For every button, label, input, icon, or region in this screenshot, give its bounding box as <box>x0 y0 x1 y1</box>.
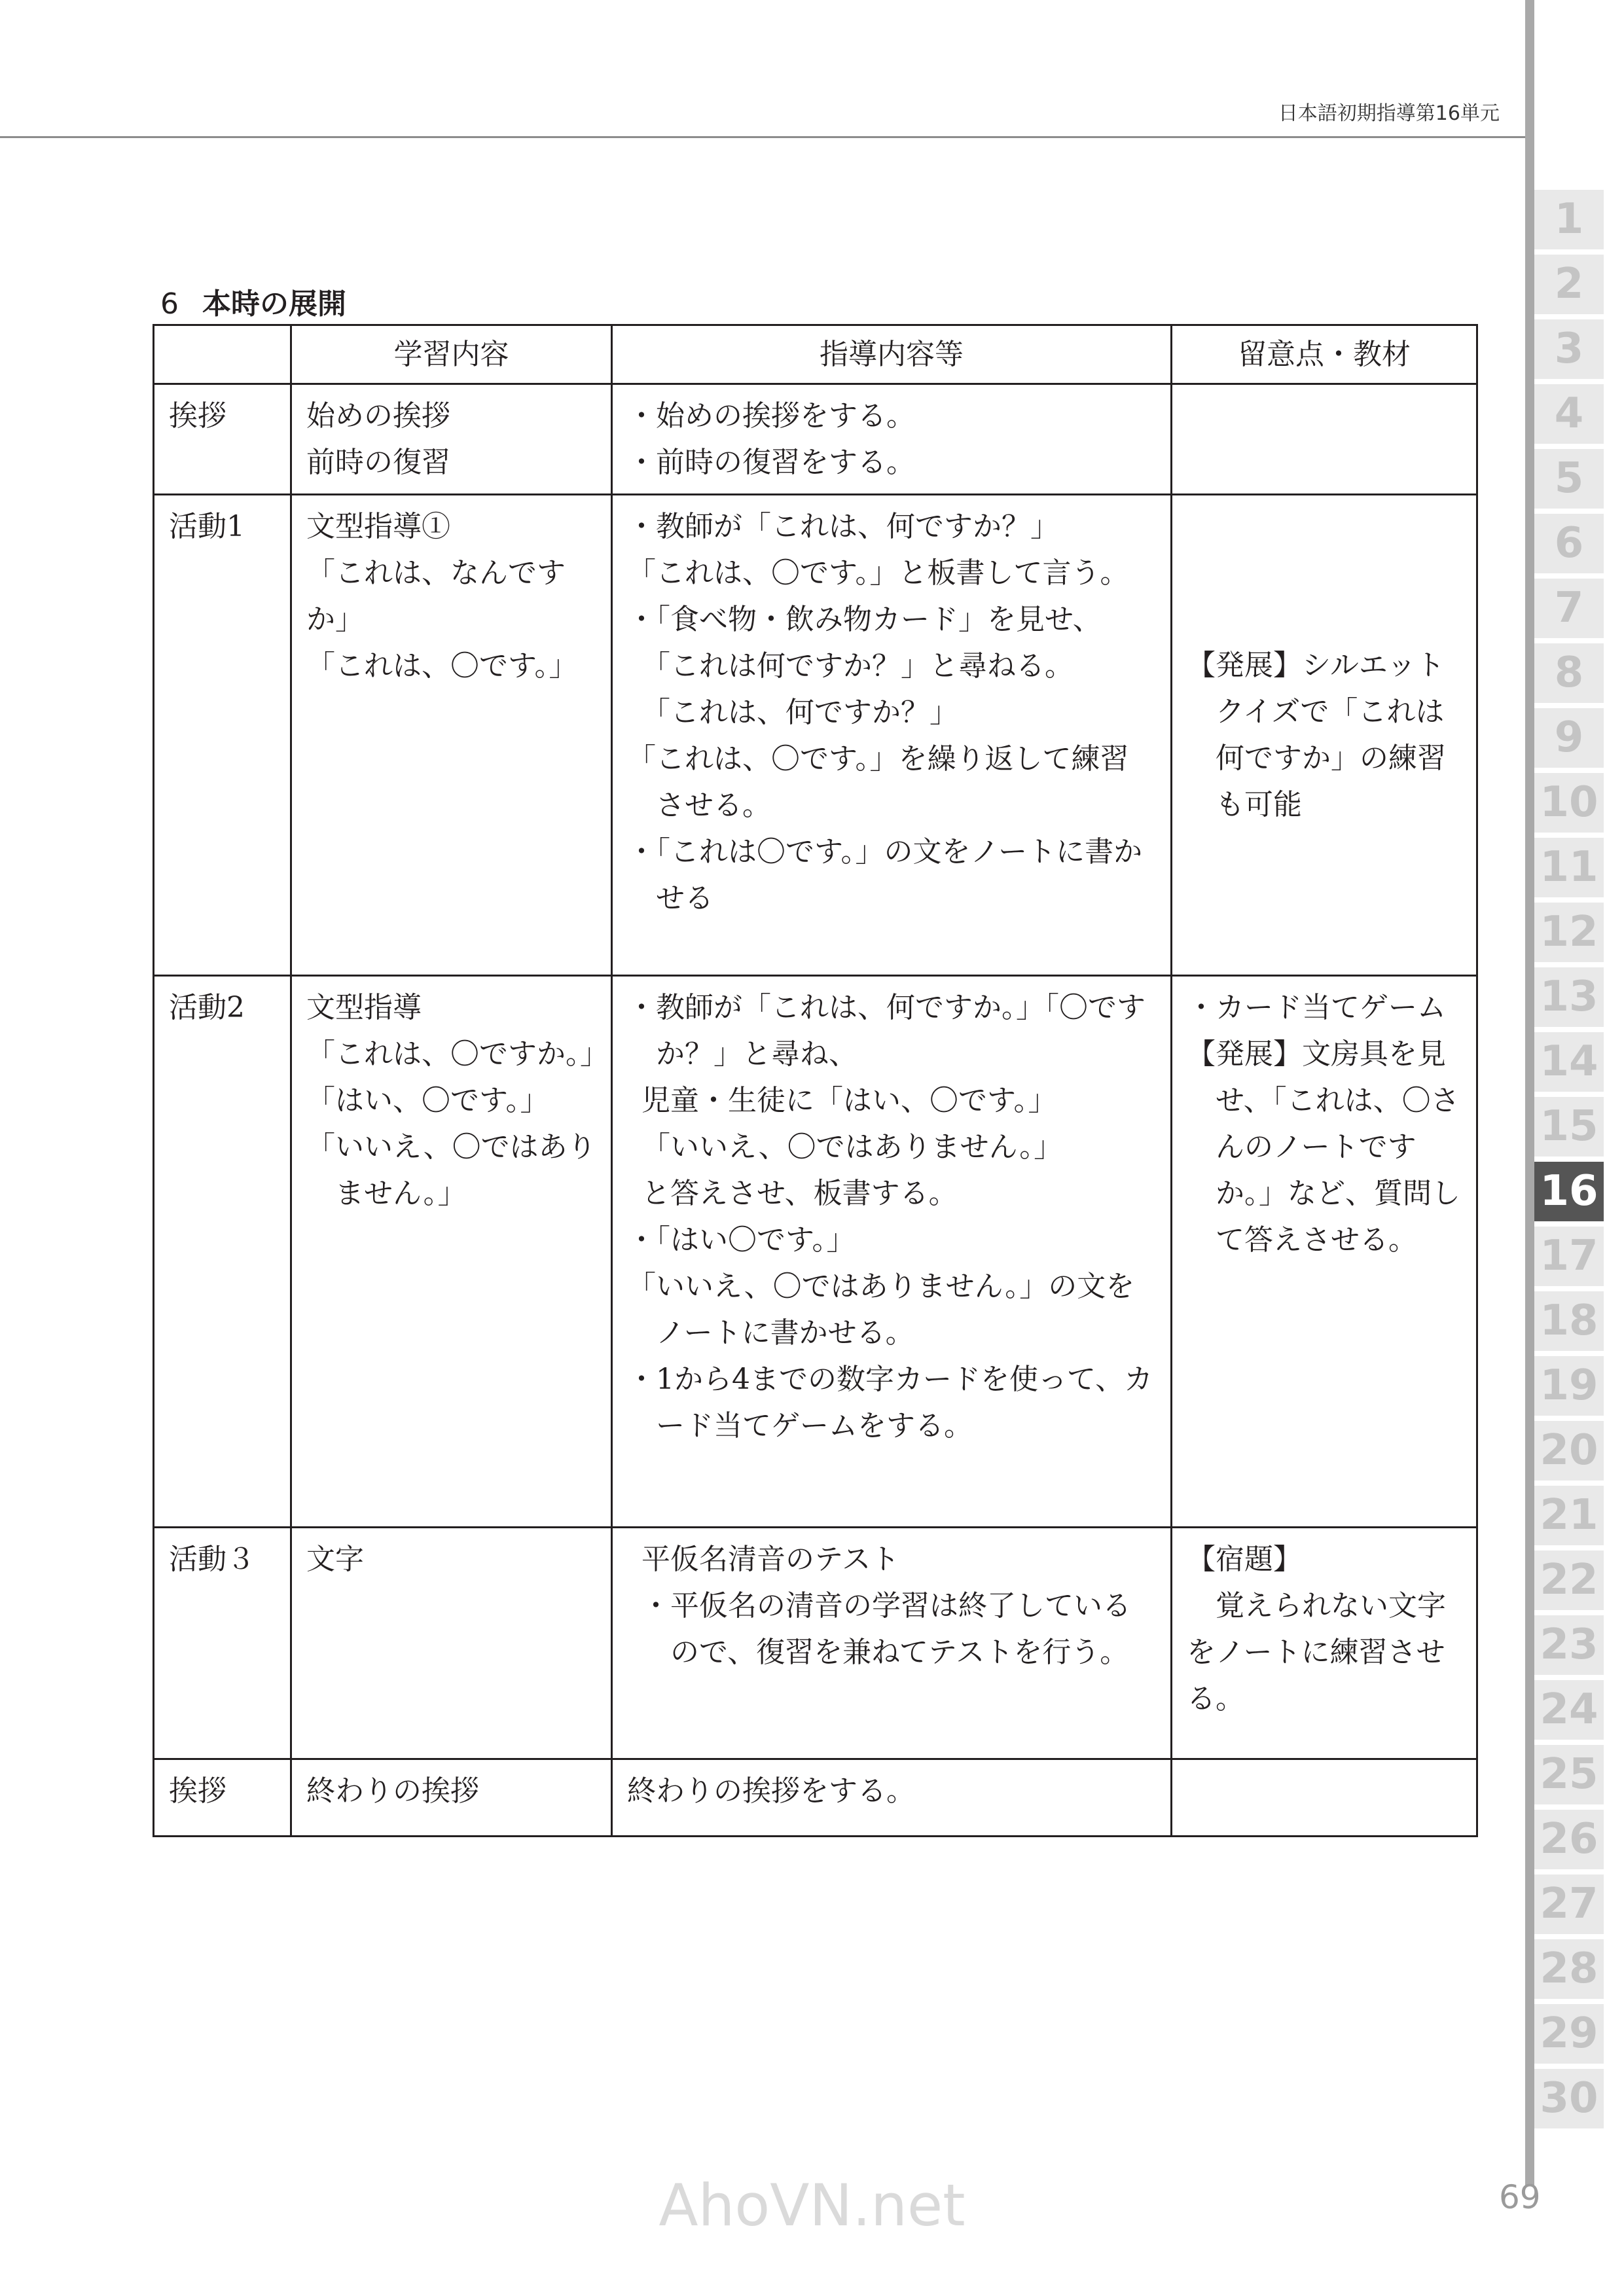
table-header-row <box>154 325 1477 384</box>
content-line: 前時の復習 <box>306 446 450 479</box>
note-line: 覚えられない文字をノートに練習させる。 <box>1187 1589 1446 1715</box>
content-line: 文型指導 <box>306 991 422 1024</box>
unit-tab-20: 20 <box>1534 1421 1604 1480</box>
content-line: 「はい、〇です。」 <box>306 1084 549 1117</box>
note-line: 【宿題】 <box>1187 1543 1302 1576</box>
guidance-line: ・始めの挨拶をする。 <box>627 399 915 433</box>
unit-tab-8: 8 <box>1534 643 1604 703</box>
unit-tab-6: 6 <box>1534 514 1604 573</box>
side-bar <box>1525 0 1534 2186</box>
content-line: 「これは、なんですか」 <box>306 556 566 636</box>
unit-tab-3: 3 <box>1534 319 1604 379</box>
unit-tab-29: 29 <box>1534 2004 1604 2064</box>
page-number: 69 <box>1499 2178 1541 2216</box>
header-rule <box>0 136 1525 138</box>
guidance-cell <box>612 495 1172 976</box>
note-line: ・カード当てゲーム <box>1187 991 1446 1024</box>
content-line: 「これは、〇ですか。」 <box>306 1037 609 1071</box>
guidance-line: 終わりの挨拶をする。 <box>627 1774 915 1808</box>
unit-tab-19: 19 <box>1534 1356 1604 1416</box>
row-label: 活動1 <box>154 495 291 976</box>
unit-tab-9: 9 <box>1534 708 1604 768</box>
guidance-line: と答えさせ、板書する。 <box>641 1177 958 1210</box>
row-label: 挨拶 <box>154 1759 291 1837</box>
unit-tab-16: 16 <box>1534 1162 1604 1221</box>
watermark: AhoVN.net <box>659 2172 965 2239</box>
content-line: 「これは、〇です。」 <box>306 649 578 683</box>
guidance-line: ・「はい〇です。」 <box>627 1223 856 1257</box>
section-number: 6 <box>160 287 179 321</box>
unit-tab-2: 2 <box>1534 255 1604 314</box>
header-learning-content: 学習内容 <box>291 325 612 384</box>
unit-tab-24: 24 <box>1534 1680 1604 1740</box>
guidance-line: 「いいえ、〇ではありません。」 <box>641 1130 1063 1164</box>
section-title <box>160 280 346 322</box>
unit-tab-27: 27 <box>1534 1874 1604 1934</box>
unit-tab-25: 25 <box>1534 1745 1604 1804</box>
guidance-line: ・平仮名の清音の学習は終了しているので、復習を兼ねてテストを行う。 <box>641 1589 1131 1669</box>
header-guidance: 指導内容等 <box>612 325 1172 384</box>
guidance-line: 児童・生徒に「はい、〇です。」 <box>641 1084 1057 1117</box>
running-header: 日本語初期指導第16単元 <box>1278 102 1500 125</box>
guidance-line: ・「これは〇です。」の文をノートに書かせる <box>627 835 1143 915</box>
content-line: 「いいえ、〇ではありません。」 <box>306 1130 596 1210</box>
content-line: 文型指導① <box>306 510 450 543</box>
table-row <box>154 1528 1477 1759</box>
unit-tab-12: 12 <box>1534 903 1604 962</box>
guidance-cell <box>612 384 1172 495</box>
header-blank <box>154 325 291 384</box>
learning-content-cell <box>291 1528 612 1759</box>
guidance-line: ・前時の復習をする。 <box>627 446 915 479</box>
row-label: 挨拶 <box>154 384 291 495</box>
unit-tab-17: 17 <box>1534 1227 1604 1286</box>
guidance-line: 「これは、何ですか？」 <box>641 696 958 729</box>
notes-cell <box>1172 384 1477 495</box>
table-row <box>154 495 1477 976</box>
unit-tab-28: 28 <box>1534 1939 1604 1999</box>
unit-tab-13: 13 <box>1534 967 1604 1027</box>
unit-tabs <box>1534 190 1604 2134</box>
content-line: 文字 <box>306 1543 364 1576</box>
guidance-cell <box>612 1759 1172 1837</box>
unit-tab-1: 1 <box>1534 190 1604 249</box>
guidance-line: 「これは何ですか？」と尋ねる。 <box>641 649 1074 683</box>
notes-cell <box>1172 1528 1477 1759</box>
guidance-line: 「いいえ、〇ではありません。」の文をノートに書かせる。 <box>627 1270 1135 1350</box>
guidance-cell <box>612 976 1172 1528</box>
learning-content-cell <box>291 384 612 495</box>
section-heading: 本時の展開 <box>202 287 346 321</box>
guidance-line: ・1から4までの数字カードを使って、カード当てゲームをする。 <box>627 1363 1153 1443</box>
guidance-line: 平仮名清音のテスト <box>641 1543 900 1576</box>
table-row <box>154 1759 1477 1837</box>
guidance-line: ・教師が「これは、何ですか。」「〇ですか？」と尋ね、 <box>627 991 1146 1071</box>
row-label: 活動2 <box>154 976 291 1528</box>
note-line: 【発展】文房具を見せ、「これは、〇さんのノートですか。」など、質問して答えさせる。 <box>1187 1037 1460 1257</box>
unit-tab-10: 10 <box>1534 773 1604 833</box>
unit-tab-14: 14 <box>1534 1032 1604 1092</box>
unit-tab-7: 7 <box>1534 579 1604 638</box>
unit-tab-18: 18 <box>1534 1291 1604 1351</box>
unit-tab-30: 30 <box>1534 2069 1604 2128</box>
unit-tab-22: 22 <box>1534 1551 1604 1610</box>
lesson-plan-table <box>153 324 1478 1837</box>
notes-cell <box>1172 976 1477 1528</box>
header-notes: 留意点・教材 <box>1172 325 1477 384</box>
unit-tab-15: 15 <box>1534 1097 1604 1157</box>
content-line: 始めの挨拶 <box>306 399 450 433</box>
guidance-line: 「これは、〇です。」を繰り返して練習させる。 <box>627 742 1129 822</box>
unit-tab-5: 5 <box>1534 449 1604 509</box>
guidance-line: 「これは、〇です。」と板書して言う。 <box>627 556 1129 590</box>
guidance-line: ・「食べ物・飲み物カード」を見せ、 <box>627 603 1102 636</box>
unit-tab-21: 21 <box>1534 1486 1604 1545</box>
table-row <box>154 384 1477 495</box>
guidance-line: ・教師が「これは、何ですか？」 <box>627 510 1059 543</box>
learning-content-cell <box>291 1759 612 1837</box>
note-line: 【発展】シルエットクイズで「これは何ですか」の練習も可能 <box>1187 649 1446 821</box>
content-line: 終わりの挨拶 <box>306 1774 479 1808</box>
guidance-cell <box>612 1528 1172 1759</box>
unit-tab-26: 26 <box>1534 1810 1604 1869</box>
unit-tab-23: 23 <box>1534 1615 1604 1675</box>
learning-content-cell <box>291 976 612 1528</box>
notes-cell <box>1172 495 1477 976</box>
notes-cell <box>1172 1759 1477 1837</box>
row-label: 活動３ <box>154 1528 291 1759</box>
learning-content-cell <box>291 495 612 976</box>
unit-tab-4: 4 <box>1534 384 1604 444</box>
table-row <box>154 976 1477 1528</box>
unit-tab-11: 11 <box>1534 838 1604 897</box>
